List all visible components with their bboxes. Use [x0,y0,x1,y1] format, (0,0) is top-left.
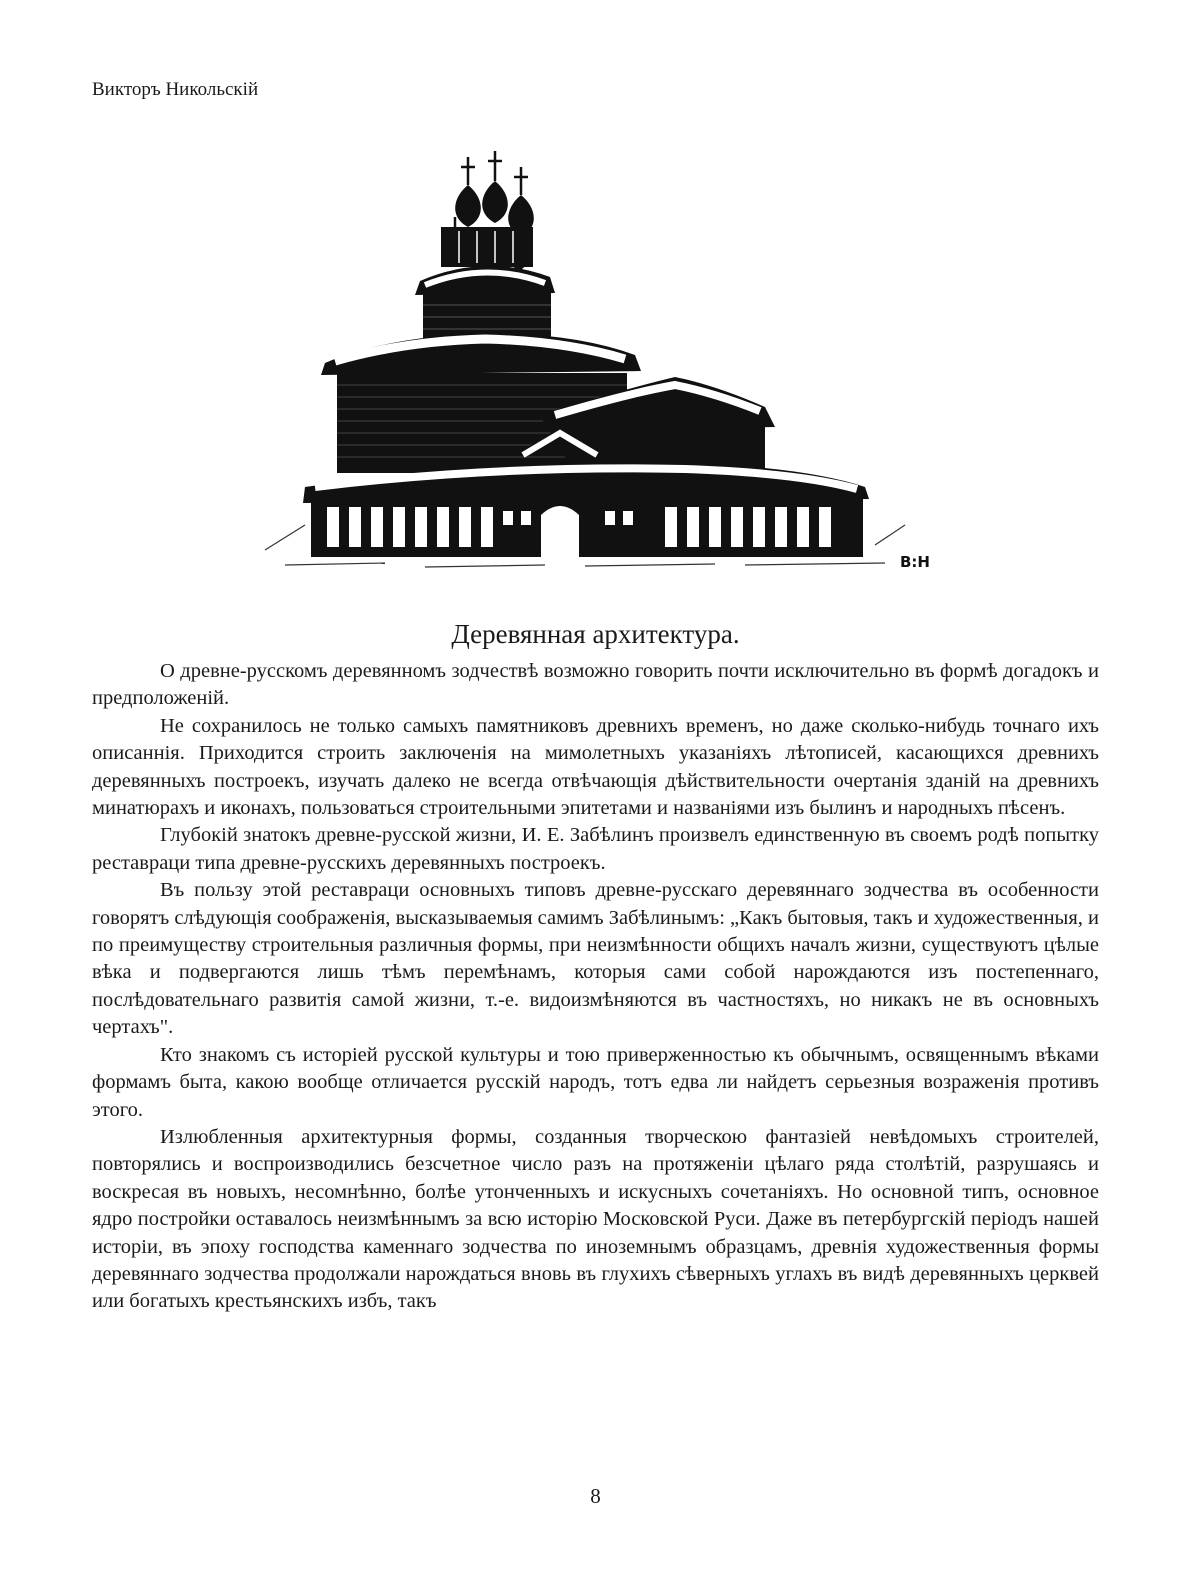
paragraph: Излюбленныя архитектурныя формы, созданныя творческою фантазіей невѣдомыхъ строителей, повторялись и воспроизводились безсчетное число разъ на протяженіи цѣлаго ряда столѣтій, разрушаясь и воскресая въ новыхъ, несомнѣнно, болѣе утонченныхъ и искусныхъ сочетаніяхъ. Но основной типъ, основное ядро постройки оставалось неизмѣннымъ за всю исторію Московской Руси. Даже въ петербургскій періодъ нашей исторіи, въ эпоху господства каменнаго зодчества по иноземнымъ образцамъ, древнія художественныя формы деревяннаго зодчества продолжали нарождаться вновь въ глухихъ сѣверныхъ углахъ въ видѣ деревянныхъ церквей или богатыхъ крестьянскихъ избъ, такъ [92,1125,1099,1313]
running-header-author: Викторъ Никольскій [92,79,259,100]
page-number: 8 [590,1484,601,1508]
paragraph: О древне-русскомъ деревянномъ зодчествѣ возможно говорить почти исключительно въ формѣ догадокъ и предположеній. [92,660,1099,710]
article-body [92,658,1099,1316]
paragraph: Глубокій знатокъ древне-русской жизни, И. Е. Забѣлинъ произвелъ единственную въ своемъ родѣ попытку реставраци типа древне-русскихъ деревянныхъ построекъ. [92,824,1099,874]
paragraph: Не сохранилось не только самыхъ памятниковъ древнихъ временъ, но даже сколько-нибудь точнаго ихъ описаннія. Приходится строить заключенія на мимолетныхъ указаніяхъ лѣтописей, касающихся древнихъ деревянныхъ построекъ, изучать далеко не всегда отвѣчающія дѣйствительности очертанія зданій на древнихъ минатюрахъ и иконахъ, пользоваться строительными эпитетами и названіями изъ былинъ и народныхъ пѣсенъ. [92,714,1099,820]
paragraph: Кто знакомъ съ исторіей русской культуры и тою приверженностью къ обычнымъ, освященнымъ вѣками формамъ быта, какою вообще отличается русскій народъ, тотъ едва ли найдетъ серьезныя возраженія противъ этого. [92,1043,1099,1121]
article-title: Деревянная архитектура. [451,619,740,649]
wooden-church-illustration [245,145,945,585]
artist-monogram: В:Н [900,553,930,571]
paragraph: Въ пользу этой реставраци основныхъ типовъ древне-русскаго деревяннаго зодчества въ особенности говорятъ слѣдующія соображенія, высказываемыя самимъ Забѣлинымъ: „Какъ бытовыя, такъ и художественныя, и по преимуществу строительныя различныя формы, при неизмѣнности общихъ началъ жизни, существуютъ цѣлые вѣка и подвергаются лишь тѣмъ перемѣнамъ, которыя сами собой нарождаются изъ постепеннаго, послѣдовательнаго развитія самой жизни, т.-е. видоизмѣняются въ частностяхъ, но никакъ не въ основныхъ чертахъ". [92,879,1099,1039]
church-drawing [245,145,945,585]
